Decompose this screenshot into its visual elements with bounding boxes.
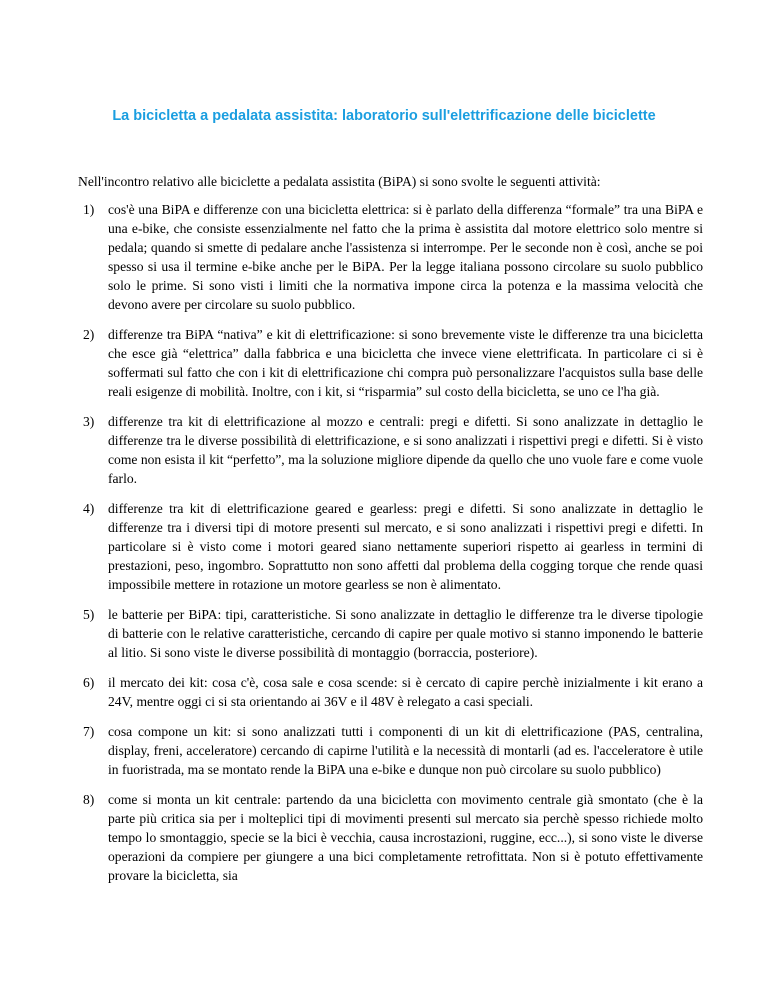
list-item: [83, 412, 703, 488]
list-item-number: 8): [83, 792, 95, 807]
list-item: [83, 200, 703, 314]
list-item-number: 3): [83, 414, 95, 429]
list-item: [83, 722, 703, 779]
list-item-number: 2): [83, 327, 95, 342]
list-item-number: 5): [83, 607, 95, 622]
activity-list: [83, 200, 703, 896]
list-item-text: differenze tra BiPA “nativa” e kit di elettrificazione: si sono brevemente viste le differenze tra una bicicletta che esce già “elettrica” dalla fabbrica e una bicicletta che invece viene elettrificata. In particolare ci si è soffermati sul fatto che con i kit di elettrificazione chi compra può personalizzare l'acquistos sulla base delle reali esigenze di mobilità. Inoltre, con i kit, si “risparmia” sul costo della bicicletta, se uno ce l'ha già.: [108, 327, 703, 399]
list-item-number: 1): [83, 202, 95, 217]
list-item-number: 4): [83, 501, 95, 516]
list-item-text: come si monta un kit centrale: partendo da una bicicletta con movimento centrale già smontato (che è la parte più critica sia per i molteplici tipi di movimenti presenti sul mercato sia perchè spesso richiede molto tempo lo smontaggio, specie se la bici è vecchia, causa incrostazioni, ruggine, ecc...), si sono viste le diverse operazioni da compiere per giungere a una bici completamente retrofittata. Non si è potuto effettivamente provare la bicicletta, sia: [108, 792, 703, 883]
list-item-text: il mercato dei kit: cosa c'è, cosa sale e cosa scende: si è cercato di capire perchè inizialmente i kit erano a 24V, mentre oggi ci si sta orientando ai 36V e il 48V è relegato a casi speciali.: [108, 675, 703, 709]
list-item: [83, 790, 703, 885]
list-item-text: cosa compone un kit: si sono analizzati tutti i componenti di un kit di elettrificazione (PAS, centralina, display, freni, acceleratore) cercando di capirne l'utilità e la necessità di montarli (ad es. l'acceleratore è utile in fuoristrada, ma se montato rende la BiPA una e-bike e dunque non può circolare su suolo pubblico): [108, 724, 703, 777]
list-item-number: 6): [83, 675, 95, 690]
list-item-number: 7): [83, 724, 95, 739]
list-item: [83, 499, 703, 594]
list-item: [83, 673, 703, 711]
list-item: [83, 605, 703, 662]
document-title: La bicicletta a pedalata assistita: laboratorio sull'elettrificazione delle biciclette: [112, 108, 656, 124]
list-item: [83, 325, 703, 401]
list-item-text: differenze tra kit di elettrificazione geared e gearless: pregi e difetti. Si sono analizzate in dettaglio le differenze tra i diversi tipi di motore presenti sul mercato, e si sono analizzati i rispettivi pregi e difetti. In particolare si è visto come i motori geared siano nettamente superiori rispetto ai gearless in termini di prestazioni, peso, ingombro. Soprattutto non sono affetti dal problema della cogging torque che rende quasi impossibile mettere in rotazione un motore gearless se non è alimentato.: [108, 501, 703, 592]
list-item-text: le batterie per BiPA: tipi, caratteristiche. Si sono analizzate in dettaglio le differenze tra le diverse tipologie di batterie con le relative caratteristiche, cercando di capire per quale motivo si stanno imponendo le batterie al litio. Si sono viste le diverse possibilità di montaggio (borraccia, posteriore).: [108, 607, 703, 660]
list-item-text: differenze tra kit di elettrificazione al mozzo e centrali: pregi e difetti. Si sono analizzate in dettaglio le differenze tra le diverse possibilità di elettrificazione, e si sono analizzati i rispettivi pregi e difetti. Si è visto come non esista il kit “perfetto”, ma la soluzione migliore dipende da quello che uno vuole fare e come vuole farlo.: [108, 414, 703, 486]
intro-paragraph: Nell'incontro relativo alle biciclette a pedalata assistita (BiPA) si sono svolte le seguenti attività:: [78, 174, 601, 189]
list-item-text: cos'è una BiPA e differenze con una bicicletta elettrica: si è parlato della differenza “formale” tra una BiPA e una e-bike, che consiste essenzialmente nel fatto che la prima è assistita dal motore elettrico solo mentre si pedala; quando si smette di pedalare anche l'assistenza si interrompe. Per le seconde non è così, anche se poi spesso si usa il termine e-bike anche per le BiPA. Per la legge italiana possono circolare su suolo pubblico solo le prime. Si sono visti i limiti che la normativa impone circa la potenza e la massima velocità che devono avere per circolare su suolo pubblico.: [108, 202, 703, 312]
